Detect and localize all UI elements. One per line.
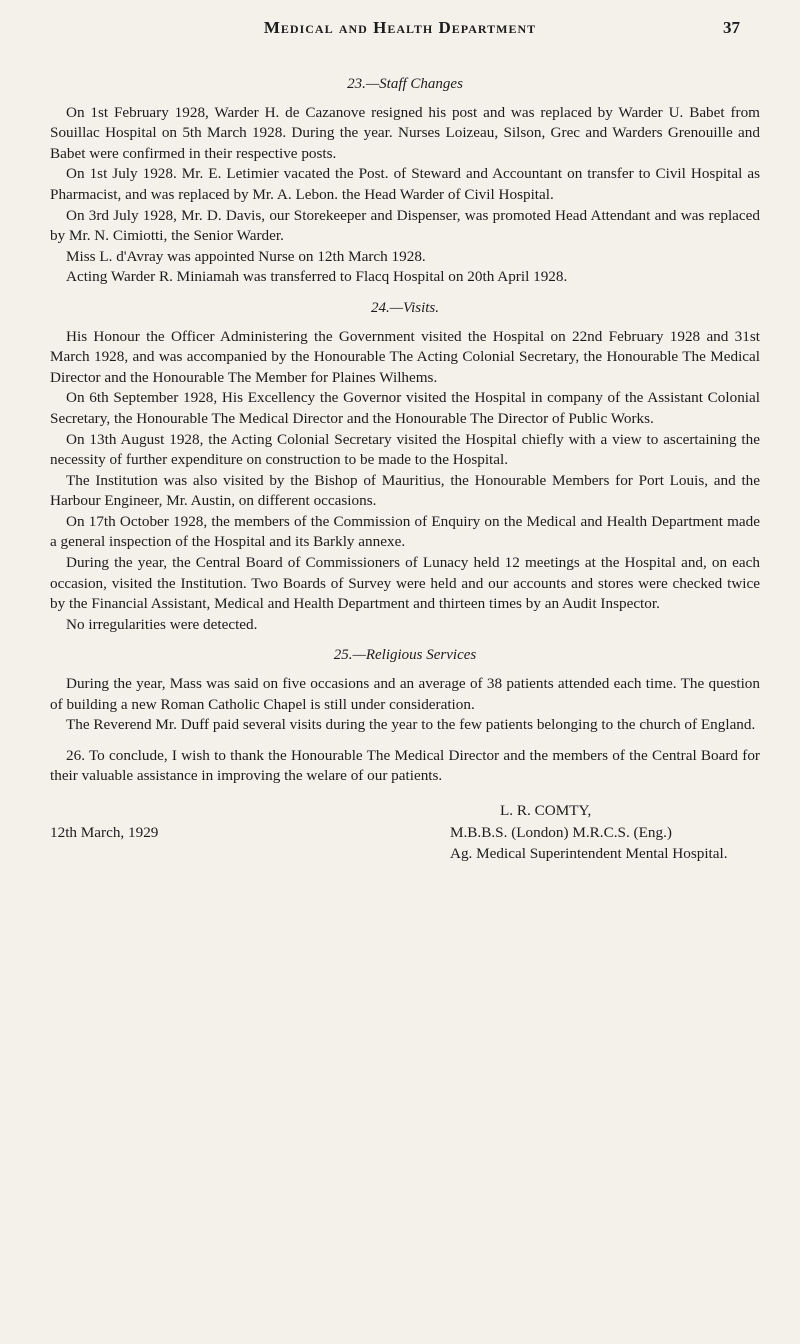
signatory-name: L. R. COMTY, xyxy=(500,802,592,819)
paragraph: His Honour the Officer Administering the Government visited the Hospital on 22nd February 1928 and 31st March 1928, and was accompanied by the Honourable The Acting Colonial Secretary, the Honourable The Medical Director and the Honourable The Member for Plaines Wilhems. xyxy=(50,327,760,386)
page-number: 37 xyxy=(723,18,740,37)
spacer xyxy=(50,635,760,645)
section-heading-staff-changes: 23.—Staff Changes xyxy=(347,76,463,92)
signature-block xyxy=(50,801,760,881)
signature-date: 12th March, 1929 xyxy=(50,824,159,841)
paragraph: The Reverend Mr. Duff paid several visits during the year to the few patients belonging to the church of England. xyxy=(66,716,756,734)
paragraph: During the year, the Central Board of Commissioners of Lunacy held 12 meetings at the Hospital and, on each occasion, visited the Institution. Two Boards of Survey were held and our accounts and stores were checked twice by the Financial Assistant, Medical and Health Department and thirteen times by an Audit Inspector. xyxy=(50,554,760,613)
paragraph: On 13th August 1928, the Acting Colonial Secretary visited the Hospital chiefly with a view to ascertaining the necessity of further expenditure on construction to be made to the Hospital. xyxy=(50,430,760,469)
paragraph: On 6th September 1928, His Excellency the Governor visited the Hospital in company of the Assistant Colonial Secretary, the Honourable The Medical Director and the Honourable The Director of Public Works. xyxy=(50,389,760,427)
spacer xyxy=(50,736,760,746)
paragraph: Miss L. d'Avray was appointed Nurse on 12th March 1928. xyxy=(66,247,426,265)
paragraph: Acting Warder R. Miniamah was transferred to Flacq Hospital on 20th April 1928. xyxy=(66,268,568,286)
signatory-title: Ag. Medical Superintendent Mental Hospital. xyxy=(450,845,728,862)
paragraph: The Institution was also visited by the Bishop of Mauritius, the Honourable Members for Port Louis, and the Harbour Engineer, Mr. Austin, on different occasions. xyxy=(50,471,760,510)
paragraph-conclusion: 26. To conclude, I wish to thank the Honourable The Medical Director and the members of the Central Board for their valuable assistance in improving the welare of our patients. xyxy=(50,746,760,785)
paragraph: No irregularities were detected. xyxy=(66,615,258,633)
paragraph: On 1st July 1928. Mr. E. Letimier vacated the Post. of Steward and Accountant on transfer to Civil Hospital as Pharmacist, and was replaced by Mr. A. Lebon. the Head Warder of Civil Hospital. xyxy=(50,165,760,203)
running-head: Medical and Health Department xyxy=(263,18,537,37)
paragraph: On 1st February 1928, Warder H. de Cazanove resigned his post and was replaced by Warder U. Babet from Souillac Hospital on 5th March 1928. During the year. Nurses Loizeau, Silson, Grec and Warders Grenouille and Babet were confirmed in their respective posts. xyxy=(50,103,760,162)
paragraph: On 3rd July 1928, Mr. D. Davis, our Storekeeper and Dispenser, was promoted Head Attendant and was replaced by Mr. N. Cimiotti, the Senior Warder. xyxy=(50,206,760,245)
spacer xyxy=(50,288,760,298)
paragraph: On 17th October 1928, the members of the Commission of Enquiry on the Medical and Health Department made a general inspection of the Hospital and its Barkly annexe. xyxy=(50,512,760,551)
signatory-qualifications: M.B.B.S. (London) M.R.C.S. (Eng.) xyxy=(450,824,672,841)
section-heading-religious-services: 25.—Religious Services xyxy=(333,647,477,664)
section-heading-visits: 24.—Visits. xyxy=(370,299,440,316)
paragraph: During the year, Mass was said on five occasions and an average of 38 patients attended each time. The question of building a new Roman Catholic Chapel is still under consideration. xyxy=(50,675,760,713)
report-body xyxy=(50,74,760,881)
